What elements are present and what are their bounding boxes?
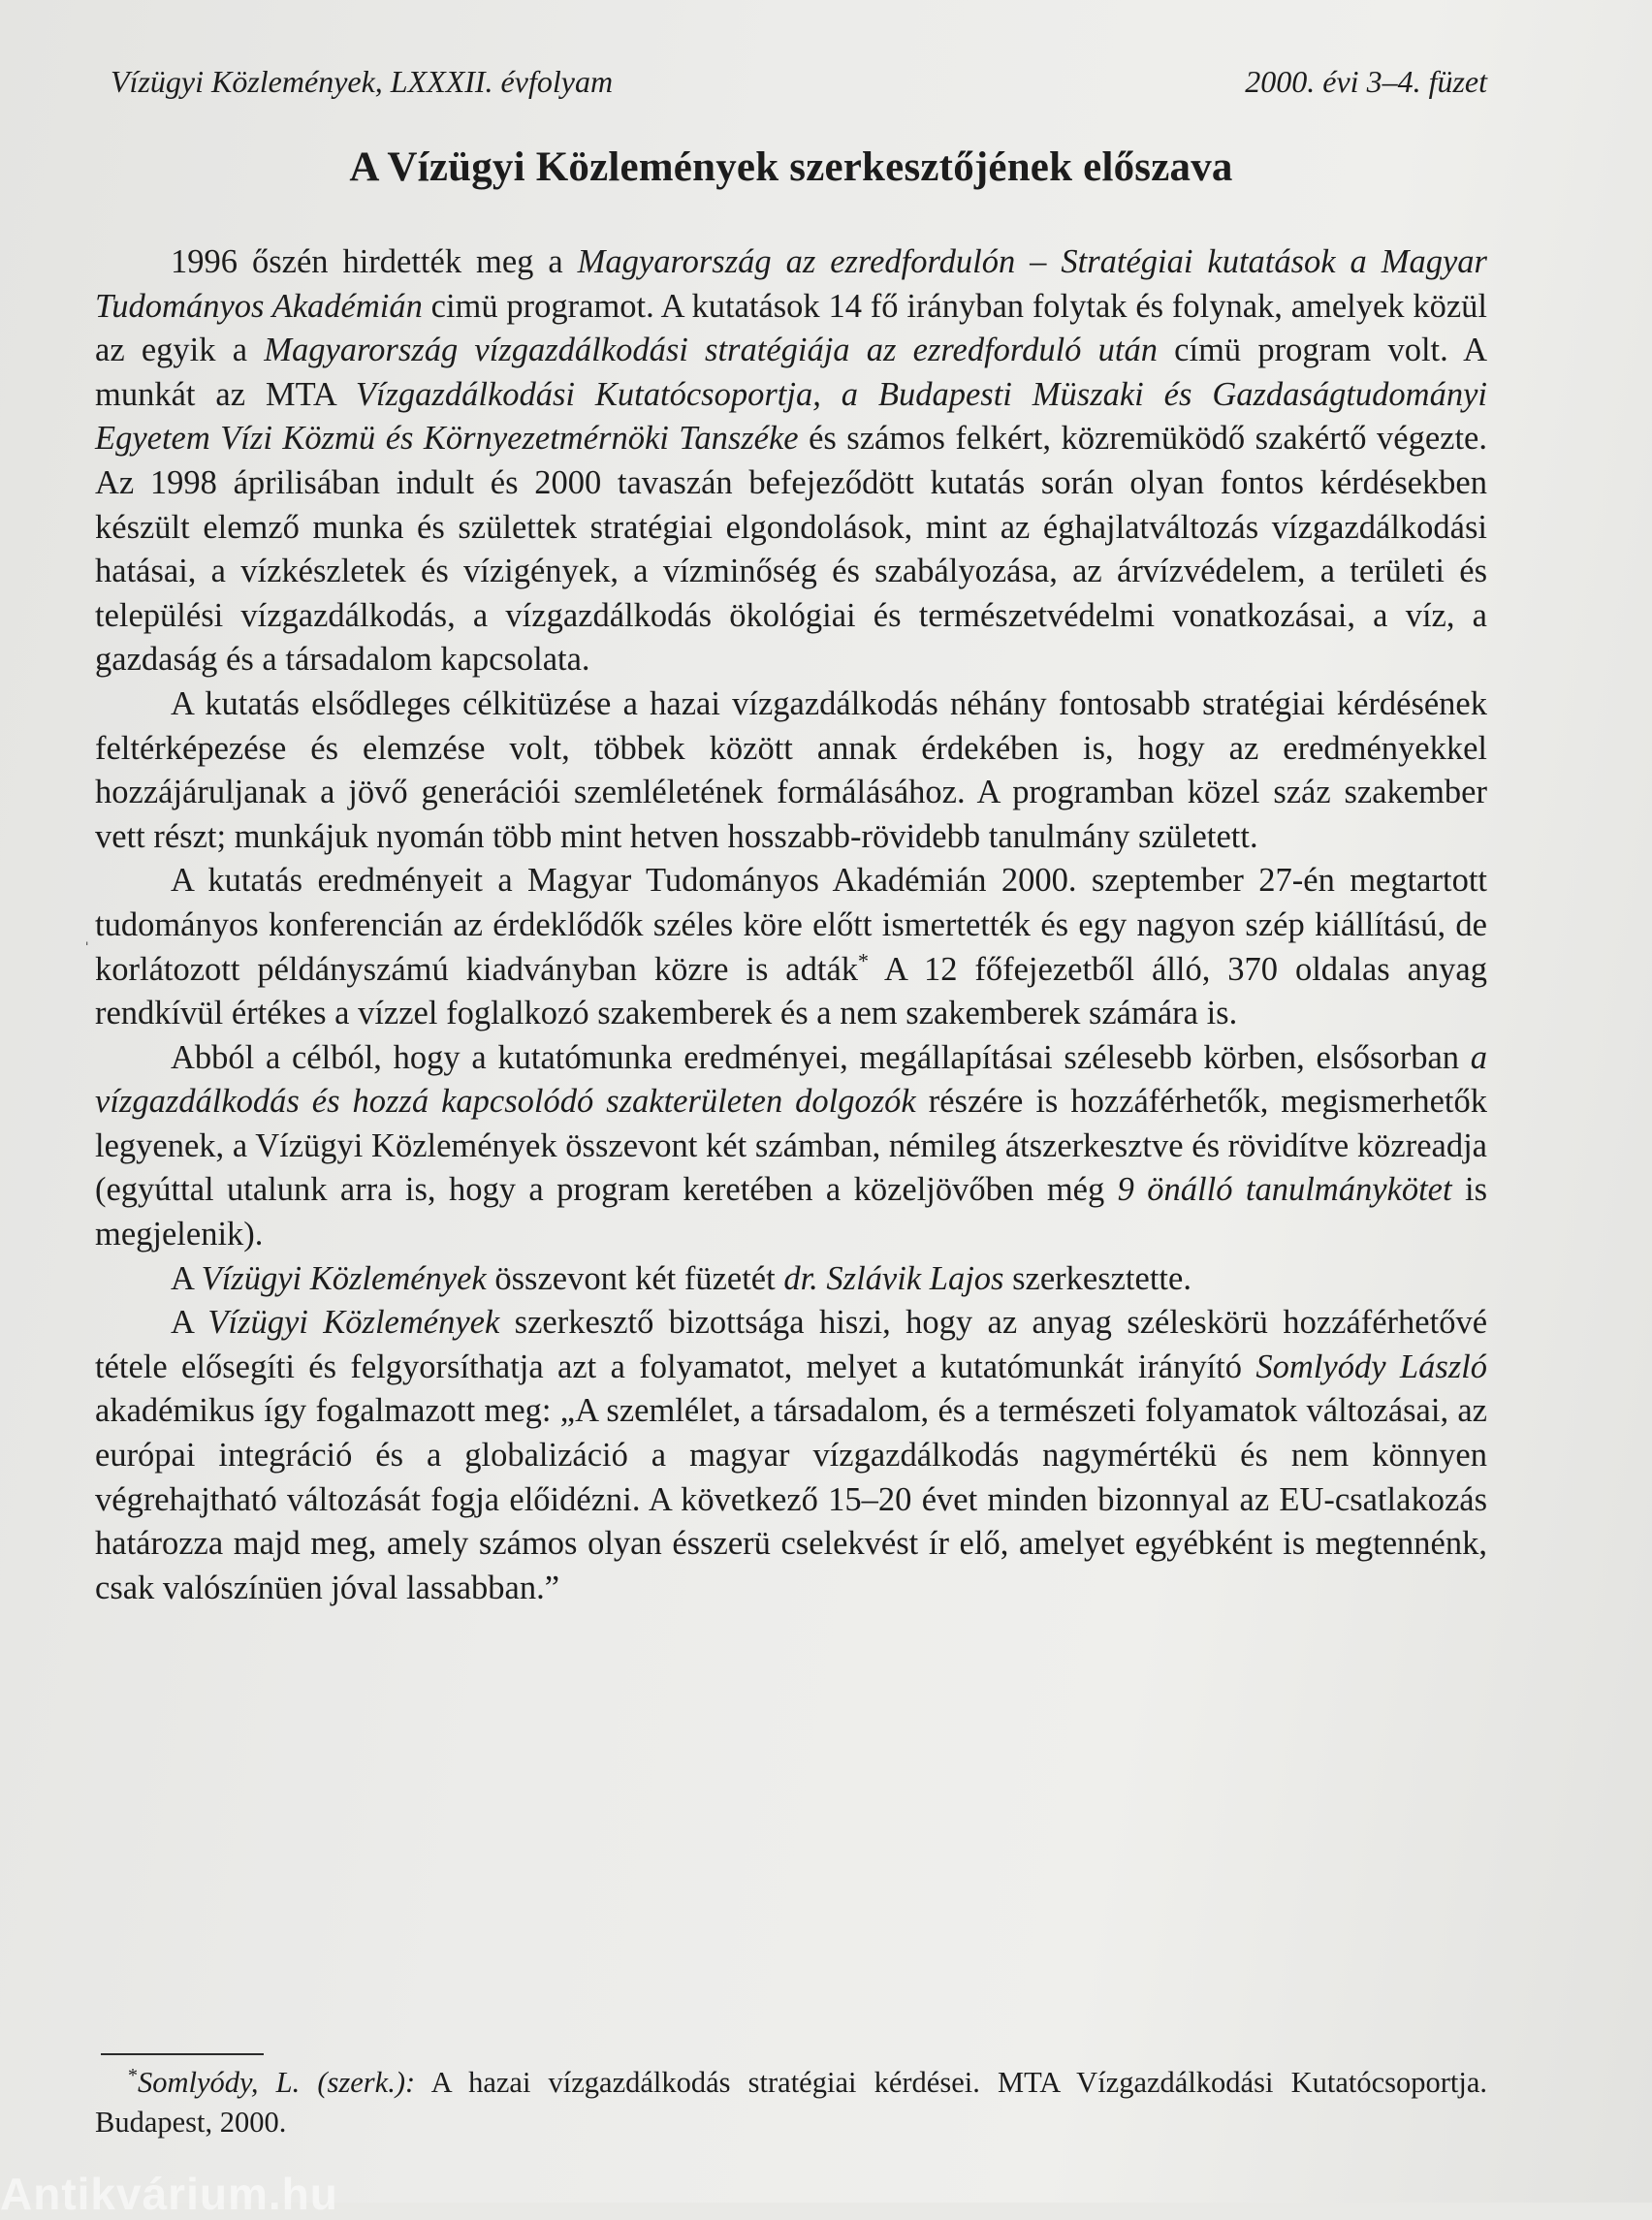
subprogram-title: Magyarország vízgazdálkodási stratégiája az ezredforduló után	[264, 332, 1158, 369]
journal-volume: Vízügyi Közlemények, LXXXII. évfolyam	[111, 64, 614, 99]
institutions: Vízgazdálkodási Kutatócsoportja, a Budapesti Müszaki és Gazdaságtudományi Egyetem Vízi Közmü és Környezetmérnöki Tanszéke	[95, 375, 1487, 458]
footnote-reference[interactable]: *	[858, 948, 870, 972]
footnote	[95, 2063, 1487, 2142]
running-header	[111, 64, 1487, 107]
paragraph-2: A kutatás elsődleges célkitüzése a hazai vízgazdálkodás néhány fontosabb stratégiai kérdésének feltérképezése és elemzése volt, többek között annak érdekében is, hogy az eredményekkel hozzájáruljanak a jövő generációi szemléletének formálásához. A programban közel száz szakember vett részt; munkájuk nyomán több mint hetven hosszabb-rövidebb tanulmány született.	[95, 684, 1487, 855]
issue-number: 2000. évi 3–4. füzet	[1245, 64, 1487, 99]
program-title: Magyarország az ezredfordulón – Stratégiai kutatások a Magyar Tudományos Akadémián	[95, 243, 1487, 325]
footnote-author: Somlyódy, L. (szerk.):	[138, 2066, 416, 2099]
footnote-text: A hazai vízgazdálkodás stratégiai kérdései. MTA Vízgazdálkodási Kutatócsoportja. Budapest, 2000.	[95, 2066, 1488, 2139]
paragraph-1: 1996 őszén hirdették meg a Magyarország az ezredfordulón – Stratégiai kutatások a Magyar Tudományos Akadémián cimü programot. A kutatások 14 fő irányban folytak és folynak, amelyek közül az egyik a Magyarország vízgazdálkodási stratégiája az ezredforduló után címü program volt. A munkát az MTA Vízgazdálkodási Kutatócsoportja, a Budapesti Müszaki és Gazdaságtudományi Egyetem Vízi Közmü és Környezetmérnöki Tanszéke és számos felkért, közremüködő szakértő végezte. Az 1998 áprilisában indult és 2000 tavaszán befejeződött kutatás során olyan fontos kérdésekben készült elemző munka és születtek stratégiai elgondolások, mint az éghajlatváltozás vízgazdálkodási hatásai, a vízkészletek és vízigények, a vízminőség és szabályozása, az árvízvédelem, a területi és települési vízgazdálkodás, a vízgazdálkodás ökológiai és természetvédelmi vonatkozásai, a víz, a gazdaság és a társadalom kapcsolata.	[95, 243, 1487, 679]
page-title: A Vízügyi Közlemények szerkesztőjének előszava	[349, 144, 1233, 190]
paragraph-3: A kutatás eredményeit a Magyar Tudományos Akadémián 2000. szeptember 27-én megtartott tudományos konferencián az érdeklődők széles köre előtt ismertették és egy nagyon szép kiállítású, de korlátozott példányszámú kiadványban közre is adták* A 12 főfejezetből álló, 370 oldalas anyag rendkívül értékes a vízzel foglalkozó szakemberek és a nem szakemberek számára is.	[95, 862, 1487, 1032]
footnote-mark: *	[128, 2064, 138, 2086]
paragraph-6: A Vízügyi Közlemények szerkesztő bizottsága hiszi, hogy az anyag széleskörü hozzáférhetővé tétele elősegíti és felgyorsíthatja azt a folyamatot, melyet a kutatómunkát irányító Somlyódy László akadémikus így fogalmazott meg: „A szemlélet, a társadalom, és a természeti folyamatok változásai, az európai integráció és a globalizáció a magyar vízgazdálkodás nagymértékü és nem könnyen végrehajtható változását fogja előidézni. A következő 15–20 évet minden bizonnyal az EU-csatlakozás határozza majd meg, amely számos olyan ésszerü cselekvést ír elő, amelyet egyébként is megtennénk, csak valószínüen jóval lassabban.”	[95, 1304, 1488, 1606]
paragraph-5: A Vízügyi Közlemények összevont két füzetét dr. Szlávik Lajos szerkesztette.	[171, 1259, 1191, 1297]
stray-print-mark: ˌ	[83, 921, 91, 945]
paragraph-4: Abból a célból, hogy a kutatómunka eredményei, megállapításai szélesebb körben, elsősorban a vízgazdálkodás és hozzá kapcsolódó szakterületen dolgozók részére is hozzáférhetők, megismerhetők legyenek, a Vízügyi Közlemények összevont két számban, némileg átszerkesztve és rövidítve közreadja (egyúttal utalunk arra is, hogy a program keretében a közeljövőben még 9 önálló tanulmánykötet is megjelenik).	[95, 1038, 1487, 1253]
footnote-divider	[101, 2053, 264, 2055]
watermark: Antikvárium.hu	[0, 2169, 338, 2219]
article-body	[95, 240, 1487, 1610]
